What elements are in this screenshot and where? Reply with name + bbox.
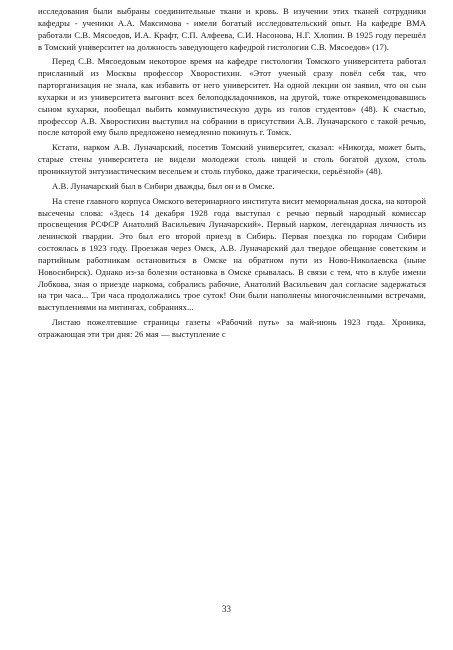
paragraph-lunacharsky-siberia: А.В. Луначарский был в Сибири дважды, был он и в Омске. bbox=[52, 180, 275, 191]
paragraph-lunacharsky-quote: Кстати, нарком А.В. Луначарский, посетив Томский университет, сказал: «Никогда, может быть, старые стены университета не видели молодежи столь нищей и столь богатой духом, столь проникнутой энтузиастическим весельем и столь глубоко, даже трагически, серьёзной» (48). bbox=[38, 142, 426, 176]
page-number: 33 bbox=[222, 604, 231, 614]
document-page bbox=[38, 6, 426, 344]
paragraph-memorial-plaque: На стене главного корпуса Омского ветеринарного института висит мемориальная доска, на которой высечены слова: «Здесь 14 декабря 1928 года выступал с речью первый народный комиссар просвещения РСФСР Анатолий Васильевич Луначарский». Первый нарком, легендарная личность из ленинской гвардии. Это был его второй приезд в Сибирь. Первая поездка по городам Сибири состоялась в 1923 году. Проезжая через Омск, А.В. Луначарский дал твердое обещание советским и партийным работникам остановиться в Омске на обратном пути из Ново-Николаевска (ныне Новосибирск). Однако из-за болезни остановка в Омске срывалась. В связи с тем, что в клубе имени Лобкова, зная о приезде наркома, собрались рабочие, Анатолий Васильевич дал согласие задержаться на три часа... Три часа продолжались трое суток! Они были наполнены многочисленными встречами, выступлениями на митингах, собраниях... bbox=[38, 195, 426, 313]
paragraph-khvorostikhin: Перед С.В. Мясоедовым некоторое время на кафедре гистологии Томского университета работал присланный из Москвы профессор Хворостихин. «Этот ученый сразу повёл себя так, что парторганизация не знала, как избавить от него университет. На одной лекции он заявил, что он сын кухарки и из университета выгонит всех белоподкладочников, на другой, тоже открекомендовавшись сыном кухарки, пообещал выбить коммунистическую дурь из голов студентов» (48). К счастью, профессор А.В. Хворостихин выступил на собрании в присутствии А.В. Луначарского с такой речью, после которой ему было предложено немедленно покинуть г. Томск. bbox=[38, 56, 426, 138]
paragraph-continuation: исследования были выбраны соединительные ткани и кровь. В изучении этих тканей сотрудники кафедры - ученики А.А. Максимова - имели богатый исследовательский опыт. На кафедре ВМА работали С.В. Мясоедов, И.А. Крафт, С.П. Алфеева, С.И. Насонова, Н.Г. Хлопин. В 1925 году перешёл в Томский университет на должность заведующего кафедрой гистологии С.В. Мясоедов» (17). bbox=[38, 6, 426, 52]
paragraph-newspaper: Листаю пожелтевшие страницы газеты «Рабочий путь» за май-июнь 1923 года. Хроника, отражающая эти три дня: 26 мая — выступление с bbox=[38, 317, 426, 339]
